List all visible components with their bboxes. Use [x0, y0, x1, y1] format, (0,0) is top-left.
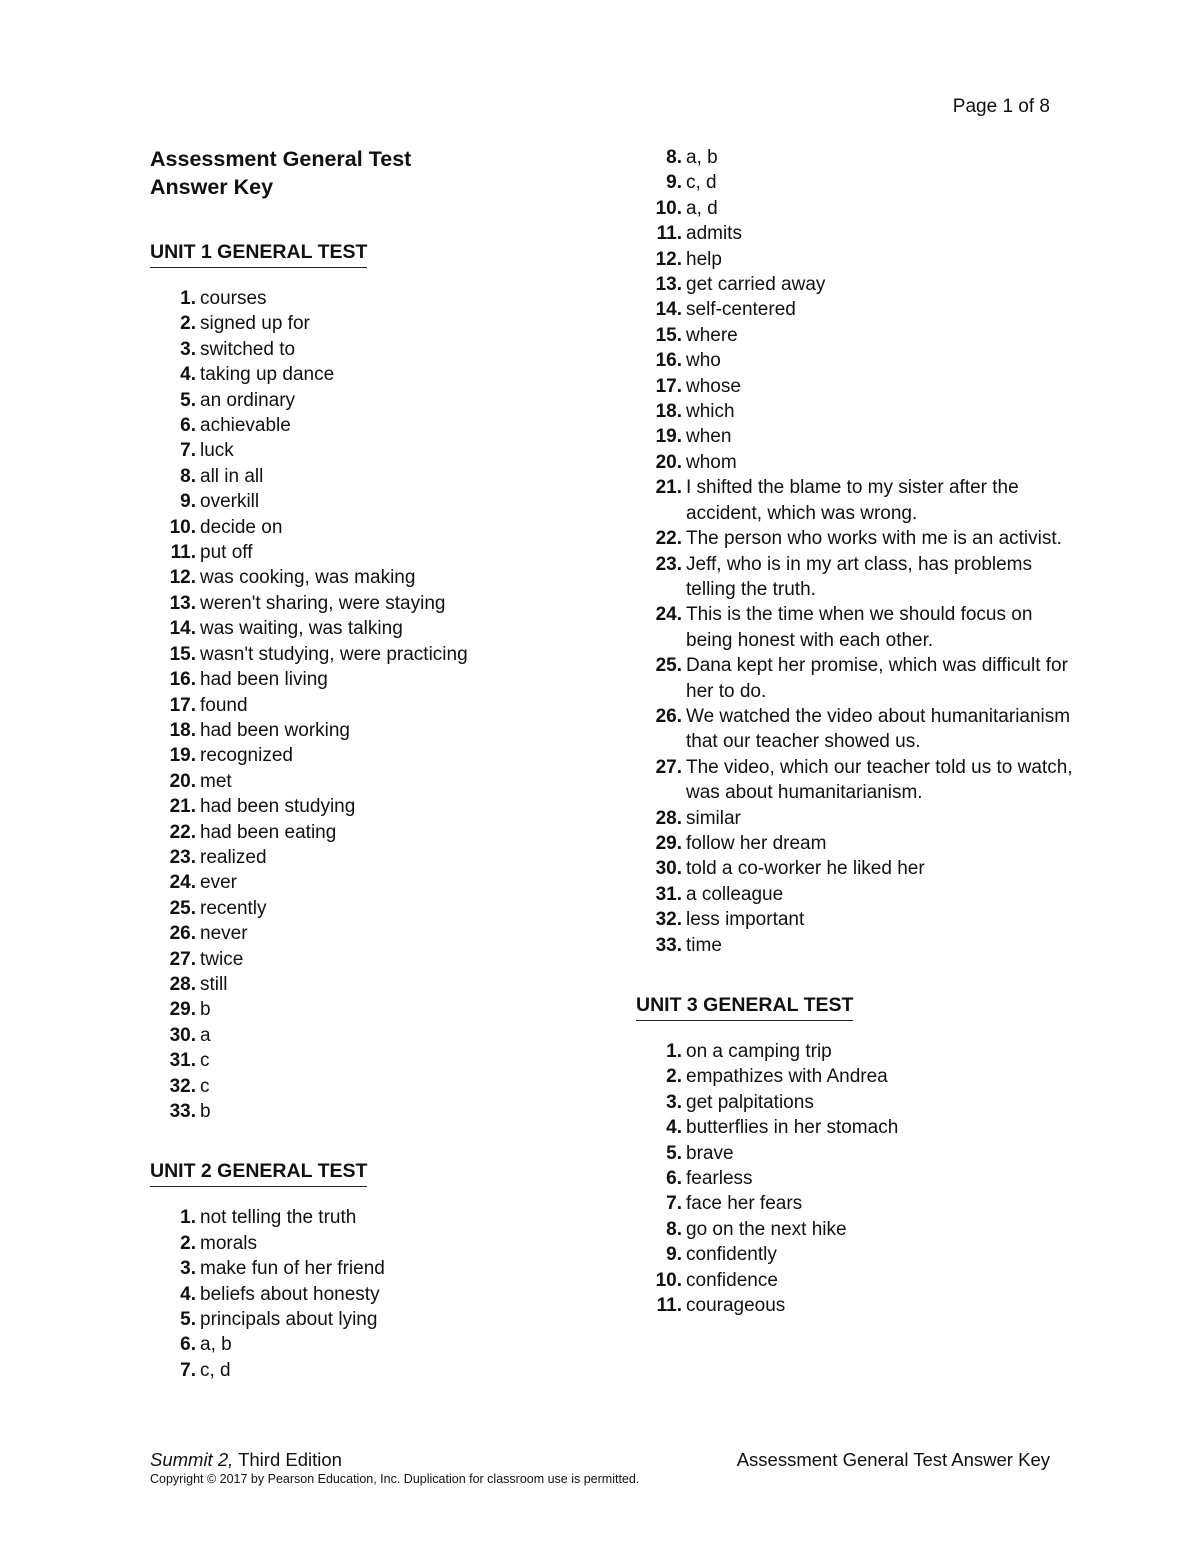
answer-item [150, 718, 590, 743]
answer-number: 13. [169, 592, 196, 614]
answer-text: achievable [200, 415, 291, 437]
answer-text: courageous [686, 1295, 786, 1317]
answer-text: never [200, 923, 248, 945]
answer-text: a, d [686, 197, 718, 219]
answer-number: 9. [666, 172, 682, 194]
answer-item [150, 1282, 590, 1307]
answer-text: brave [686, 1142, 734, 1164]
answer-text: realized [200, 846, 267, 868]
answer-number: 7. [180, 1359, 196, 1381]
answer-number: 17. [655, 375, 682, 397]
answer-item [636, 653, 1076, 704]
answer-number: 19. [169, 745, 196, 767]
title-line-1: Assessment General Test [150, 147, 412, 171]
answer-text: go on the next hike [686, 1218, 847, 1240]
answer-number: 6. [180, 1334, 196, 1356]
answer-text: courses [200, 288, 267, 309]
answer-number: 4. [180, 364, 196, 386]
answer-item [150, 997, 590, 1022]
answer-item [636, 1191, 1076, 1216]
answer-text: whose [686, 375, 741, 397]
answer-item [636, 1064, 1076, 1089]
answer-text: told a co-worker he liked her [686, 858, 925, 880]
answer-text: met [200, 770, 232, 792]
unit-1-answers [150, 286, 590, 1124]
answer-item [150, 489, 590, 514]
answer-item [636, 475, 1076, 526]
answer-number: 8. [666, 1218, 682, 1240]
unit-2-answers-part-2 [636, 145, 1076, 958]
answer-text: butterflies in her stomach [686, 1117, 899, 1139]
answer-item [636, 196, 1076, 221]
unit-1-heading: UNIT 1 GENERAL TEST [150, 241, 367, 268]
answer-text: Jeff, who is in my art class, has problems telling the truth. [686, 553, 1032, 600]
answer-text: wasn't studying, were practicing [200, 643, 468, 665]
answer-text: make fun of her friend [200, 1258, 385, 1280]
answer-text: get palpitations [686, 1091, 814, 1113]
answer-item [636, 297, 1076, 322]
answer-number: 22. [655, 528, 682, 550]
answer-text: less important [686, 909, 805, 931]
answer-item [150, 286, 590, 311]
answer-number: 13. [655, 274, 682, 296]
answer-item [150, 1023, 590, 1048]
answer-text: twice [200, 948, 244, 970]
answer-item [150, 1307, 590, 1332]
answer-number: 21. [169, 796, 196, 818]
answer-item [150, 1231, 590, 1256]
answer-text: The person who works with me is an activist. [686, 528, 1062, 550]
answer-text: We watched the video about humanitarianism that our teacher showed us. [686, 705, 1071, 753]
answer-item [150, 565, 590, 590]
answer-number: 29. [169, 999, 196, 1021]
answer-number: 17. [169, 694, 196, 716]
answer-number: 5. [180, 389, 196, 411]
answer-number: 7. [180, 440, 196, 462]
answer-number: 3. [180, 1258, 196, 1280]
answer-number: 32. [655, 909, 682, 931]
answer-item [150, 769, 590, 794]
answer-text: time [686, 934, 722, 956]
answer-item [636, 806, 1076, 831]
answer-number: 25. [169, 897, 196, 919]
answer-text: which [686, 401, 735, 423]
answer-text: where [686, 324, 738, 346]
answer-text: c [200, 1075, 210, 1097]
answer-number: 14. [169, 618, 196, 640]
answer-item [150, 794, 590, 819]
answer-text: found [200, 694, 248, 716]
answer-number: 28. [655, 807, 682, 829]
answer-item [150, 413, 590, 438]
answer-text: was waiting, was talking [200, 618, 403, 640]
answer-item [636, 526, 1076, 551]
answer-text: decide on [200, 516, 283, 538]
answer-number: 23. [655, 553, 682, 575]
answer-number: 8. [180, 465, 196, 487]
answer-number: 11. [170, 542, 196, 564]
answer-item [636, 831, 1076, 856]
answer-number: 9. [180, 491, 196, 513]
answer-text: a, b [200, 1334, 232, 1356]
answer-text: put off [200, 542, 253, 564]
answer-text: morals [200, 1232, 258, 1254]
answer-item [636, 1293, 1076, 1318]
answer-item [636, 1141, 1076, 1166]
answer-text: fearless [686, 1168, 753, 1190]
answer-number: 1. [180, 288, 196, 309]
answer-text: had been living [200, 669, 328, 691]
answer-item [636, 1166, 1076, 1191]
page-number: Page 1 of 8 [952, 96, 1050, 117]
answer-text: The video, which our teacher told us to watch, was about humanitarianism. [686, 756, 1073, 804]
answer-number: 7. [666, 1193, 682, 1215]
answer-number: 11. [656, 223, 682, 245]
answer-item [636, 374, 1076, 399]
answer-text: follow her dream [686, 832, 827, 854]
answer-text: Dana kept her promise, which was difficult for her to do. [686, 655, 1068, 702]
answer-item [150, 743, 590, 768]
answer-item [150, 1099, 590, 1124]
answer-number: 23. [169, 846, 196, 868]
answer-text: who [686, 350, 721, 372]
answer-item [636, 882, 1076, 907]
answer-item [150, 1332, 590, 1357]
answer-item [636, 348, 1076, 373]
answer-number: 19. [655, 426, 682, 448]
answer-item [150, 642, 590, 667]
unit-2-heading: UNIT 2 GENERAL TEST [150, 1160, 367, 1187]
unit-2-answers-part-1 [150, 1205, 590, 1383]
answer-number: 25. [655, 655, 682, 677]
answer-item [150, 820, 590, 845]
answer-text: I shifted the blame to my sister after the accident, which was wrong. [686, 477, 1019, 524]
answer-item [150, 311, 590, 336]
answer-text: when [686, 426, 732, 448]
answer-item [150, 438, 590, 463]
answer-text: weren't sharing, were staying [200, 592, 446, 614]
left-column [150, 145, 590, 1383]
answer-text: on a camping trip [686, 1041, 832, 1062]
answer-item [636, 1242, 1076, 1267]
answer-number: 30. [169, 1024, 196, 1046]
answer-number: 2. [180, 313, 196, 335]
answer-number: 3. [180, 338, 196, 360]
answer-number: 10. [655, 1269, 682, 1291]
answer-number: 26. [655, 705, 682, 727]
footer-book-name: Summit 2, [150, 1449, 234, 1470]
answer-number: 20. [655, 451, 682, 473]
answer-text: admits [686, 223, 742, 245]
answer-item [636, 704, 1076, 755]
answer-number: 5. [666, 1142, 682, 1164]
answer-item [636, 1217, 1076, 1242]
answer-text: a, b [686, 147, 718, 168]
answer-number: 33. [655, 934, 682, 956]
answer-text: c [200, 1050, 210, 1072]
answer-item [636, 755, 1076, 806]
answer-number: 27. [169, 948, 196, 970]
answer-number: 28. [169, 973, 196, 995]
answer-item [150, 896, 590, 921]
answer-text: a colleague [686, 883, 784, 905]
answer-number: 16. [655, 350, 682, 372]
answer-number: 6. [666, 1168, 682, 1190]
answer-item [150, 1048, 590, 1073]
unit-3-heading: UNIT 3 GENERAL TEST [636, 994, 853, 1021]
answer-item [636, 933, 1076, 958]
right-column [636, 145, 1076, 1318]
answer-number: 15. [169, 643, 196, 665]
answer-number: 8. [666, 147, 682, 168]
answer-item [150, 388, 590, 413]
answer-text: overkill [200, 491, 260, 513]
answer-text: principals about lying [200, 1309, 378, 1331]
answer-text: c, d [200, 1359, 231, 1381]
answer-number: 5. [180, 1309, 196, 1331]
answer-item [150, 693, 590, 718]
answer-item [636, 272, 1076, 297]
answer-text: had been eating [200, 821, 337, 843]
answer-text: signed up for [200, 313, 310, 335]
unit-3-answers [636, 1039, 1076, 1318]
answer-number: 32. [169, 1075, 196, 1097]
answer-item [150, 616, 590, 641]
answer-text: not telling the truth [200, 1207, 357, 1229]
answer-number: 22. [169, 821, 196, 843]
answer-item [150, 1205, 590, 1230]
answer-item [636, 247, 1076, 272]
answer-number: 24. [655, 604, 682, 626]
answer-item [150, 921, 590, 946]
answer-text: luck [200, 440, 234, 462]
answer-text: face her fears [686, 1193, 803, 1215]
answer-text: all in all [200, 465, 264, 487]
answer-text: recently [200, 897, 267, 919]
answer-item [150, 591, 590, 616]
answer-item [150, 337, 590, 362]
answer-item [636, 602, 1076, 653]
answer-number: 11. [656, 1295, 682, 1317]
answer-item [150, 362, 590, 387]
answer-text: similar [686, 807, 741, 829]
answer-number: 10. [169, 516, 196, 538]
footer-copyright: Copyright © 2017 by Pearson Education, Inc. Duplication for classroom use is permitted. [150, 1472, 640, 1486]
answer-text: taking up dance [200, 364, 335, 386]
answer-number: 33. [169, 1101, 196, 1122]
answer-item [150, 972, 590, 997]
answer-number: 20. [169, 770, 196, 792]
answer-item [636, 1115, 1076, 1140]
answer-item [636, 424, 1076, 449]
answer-number: 30. [655, 858, 682, 880]
answer-text: b [200, 999, 211, 1021]
answer-item [150, 947, 590, 972]
answer-number: 18. [169, 719, 196, 741]
answer-text: an ordinary [200, 389, 296, 411]
answer-text: self-centered [686, 299, 796, 321]
answer-item [636, 145, 1076, 170]
answer-number: 4. [180, 1283, 196, 1305]
answer-item [636, 450, 1076, 475]
answer-number: 3. [666, 1091, 682, 1113]
answer-item [636, 1090, 1076, 1115]
answer-item [636, 399, 1076, 424]
answer-text: recognized [200, 745, 293, 767]
answer-text: help [686, 248, 722, 270]
answer-number: 1. [666, 1041, 682, 1062]
answer-number: 12. [655, 248, 682, 270]
footer-edition: Third Edition [233, 1449, 342, 1470]
footer-book-title [150, 1449, 342, 1471]
answer-number: 9. [666, 1244, 682, 1266]
answer-number: 16. [169, 669, 196, 691]
answer-item [150, 1074, 590, 1099]
answer-number: 14. [655, 299, 682, 321]
answer-text: ever [200, 872, 237, 894]
answer-item [636, 323, 1076, 348]
document-title [150, 145, 590, 201]
answer-item [150, 1358, 590, 1383]
answer-number: 10. [655, 197, 682, 219]
answer-item [636, 907, 1076, 932]
answer-text: beliefs about honesty [200, 1283, 380, 1305]
answer-number: 1. [180, 1207, 196, 1229]
footer-document-label: Assessment General Test Answer Key [736, 1449, 1050, 1470]
answer-text: whom [686, 451, 737, 473]
answer-text: had been studying [200, 796, 356, 818]
answer-number: 18. [655, 401, 682, 423]
answer-number: 2. [180, 1232, 196, 1254]
answer-item [636, 856, 1076, 881]
answer-number: 21. [655, 477, 682, 499]
answer-text: switched to [200, 338, 296, 360]
answer-item [150, 845, 590, 870]
answer-item [150, 667, 590, 692]
answer-text: was cooking, was making [200, 567, 416, 589]
answer-item [150, 1256, 590, 1281]
answer-number: 27. [655, 756, 682, 778]
answer-text: This is the time when we should focus on being honest with each other. [686, 604, 1033, 651]
answer-item [636, 1268, 1076, 1293]
answer-text: get carried away [686, 274, 826, 296]
answer-item [636, 1039, 1076, 1064]
answer-text: confidence [686, 1269, 778, 1291]
answer-number: 31. [655, 883, 682, 905]
answer-item [150, 540, 590, 565]
answer-item [150, 515, 590, 540]
answer-number: 4. [666, 1117, 682, 1139]
answer-number: 24. [169, 872, 196, 894]
answer-number: 2. [666, 1066, 682, 1088]
answer-number: 6. [180, 415, 196, 437]
answer-number: 26. [169, 923, 196, 945]
answer-text: had been working [200, 719, 350, 741]
answer-text: a [200, 1024, 211, 1046]
answer-number: 31. [169, 1050, 196, 1072]
answer-text: confidently [686, 1244, 777, 1266]
answer-item [636, 170, 1076, 195]
answer-number: 12. [169, 567, 196, 589]
title-line-2: Answer Key [150, 175, 274, 199]
answer-item [636, 221, 1076, 246]
answer-text: c, d [686, 172, 717, 194]
answer-item [150, 464, 590, 489]
answer-text: b [200, 1101, 211, 1122]
answer-number: 15. [655, 324, 682, 346]
answer-text: empathizes with Andrea [686, 1066, 888, 1088]
answer-number: 29. [655, 832, 682, 854]
answer-item [636, 552, 1076, 603]
answer-item [150, 870, 590, 895]
answer-text: still [200, 973, 228, 995]
